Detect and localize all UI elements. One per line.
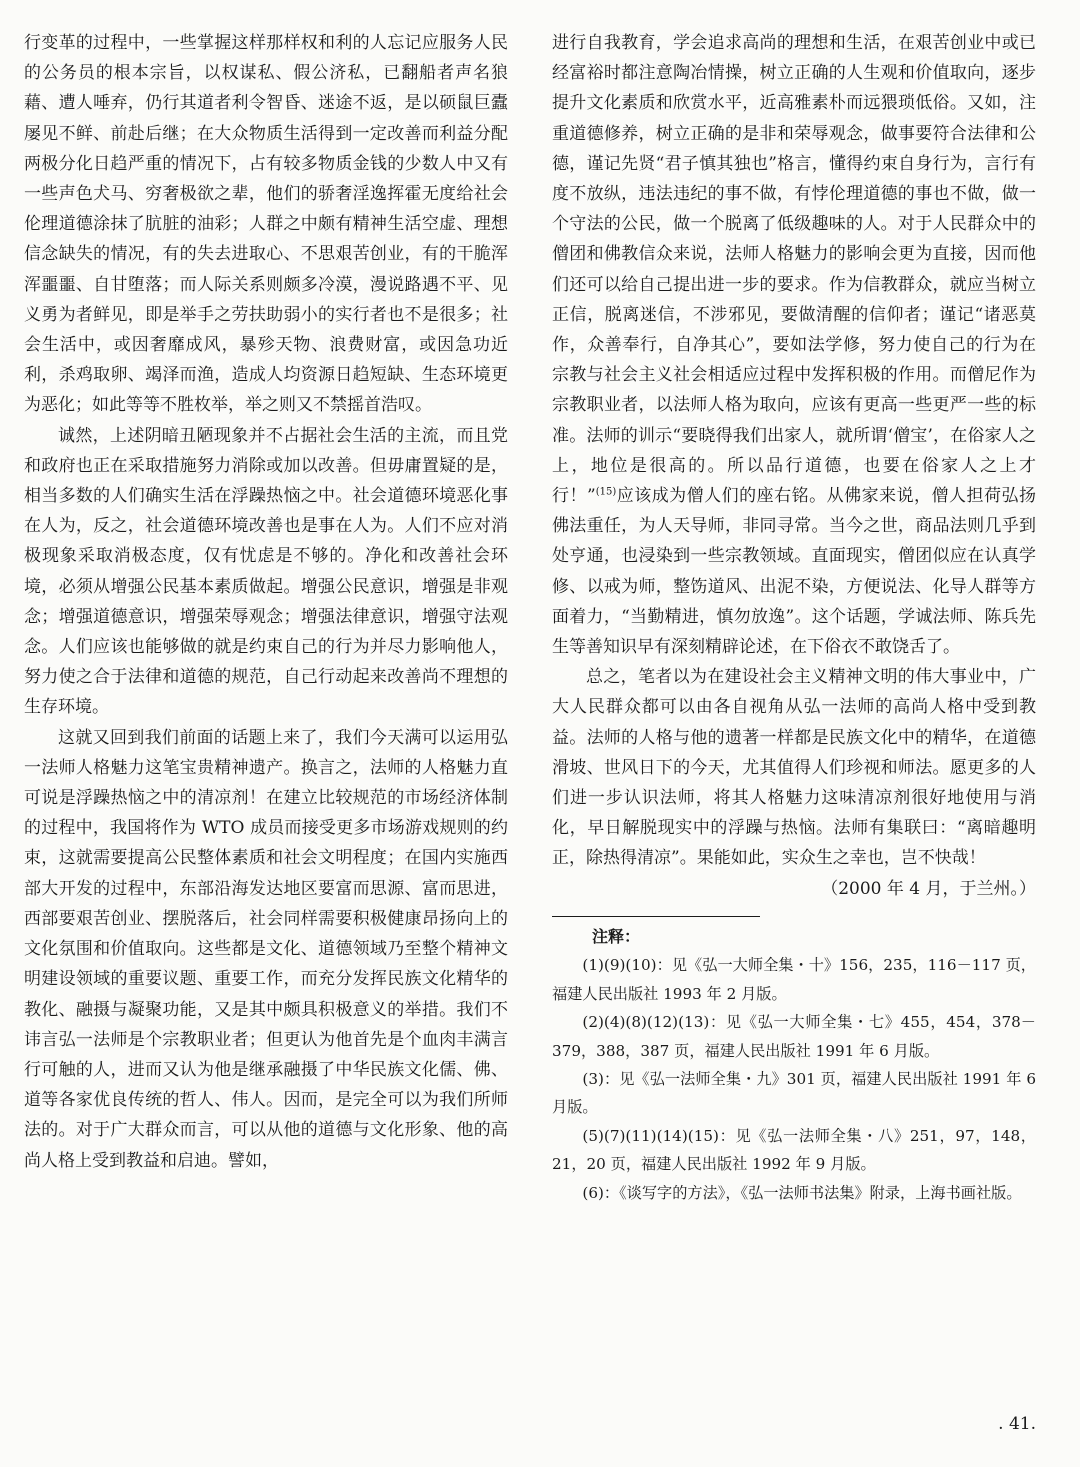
body-paragraph: 这就又回到我们前面的话题上来了，我们今天满可以运用弘一法师人格魅力这笔宝贵精神遗产。换言之，法师的人格魅力直可说是浮躁热恼之中的清凉剂！在建立比较规范的市场经济体制的过程中，我国将作为 WTO 成员而接受更多市场游戏规则的约束，这就需要提高公民整体素质和社会文明程度；在国内实施西部大开发的过程中，东部沿海发达地区要富而思源、富而思进，西部要艰苦创业、摆脱落后，社会同样需要积极健康昂扬向上的文化氛围和价值取向。这些都是文化、道德领域乃至整个精神文明建设领域的重要议题、重要工作，而充分发挥民族文化精华的教化、融摄与凝聚功能，又是其中颇具积极意义的举措。我们不讳言弘一法师是个宗教职业者；但更认为他首先是个血肉丰满言行可触的人，进而又认为他是继承融摄了中华民族文化儒、佛、道等各家优良传统的哲人、伟人。因而，是完全可以为我们所师法的。对于广大群众而言，可以从他的道德与文化形象、他的高尚人格上受到教益和启迪。譬如，	[24, 727, 508, 1171]
page-number: . 41.	[998, 1414, 1036, 1434]
paragraph-text: 进行自我教育，学会追求高尚的理想和生活，在艰苦创业中或已经富裕时都注意陶冶情操，树立正确的人生观和价值取向，逐步提升文化素质和欣赏水平，近高雅素朴而远猥琐低俗。又如，注重道德修养，树立正确的是非和荣辱观念，做事要符合法律和公德，谨记先贤“君子慎其独也”格言，懂得约束自身行为，言行有度不放纵，违法违纪的事不做，有悖伦理道德的事也不做，做一个守法的公民，做一个脱离了低级趣味的人。对于人民群众中的僧团和佛教信众来说，法师人格魅力的影响会更为直接，因而他们还可以给自己提出进一步的要求。作为信教群众，就应当树立正信，脱离迷信，不涉邪见，要做清醒的信仰者；谨记“诸恶莫作，众善奉行，自净其心”，要如法学修，努力使自己的行为在宗教与社会主义社会相适应过程中发挥积极的作用。而僧尼作为宗教职业者，以法师人格为取向，应该有更高一些更严一些的标准。法师的训示“要晓得我们出家人，就所谓‘僧宝’，在俗家人之上，地位是很高的。所以品行道德，也要在俗家人之上才行！”	[552, 33, 1036, 507]
footnote-item: (2)(4)(8)(12)(13)：见《弘一大师全集・七》455，454，378－379，388，387 页，福建人民出版社 1991 年 6 月版。	[552, 1013, 1036, 1060]
footnote-item: (6)：《谈写字的方法》，《弘一法师书法集》附录，上海书画社版。	[582, 1183, 1022, 1202]
dateline: （2000 年 4 月，于兰州。）	[821, 878, 1036, 899]
notes-heading: 注释：	[592, 926, 641, 946]
footnote-item: (5)(7)(11)(14)(15)：见《弘一法师全集・八》251，97，148，21，20 页，福建人民出版社 1992 年 9 月版。	[552, 1126, 1036, 1174]
body-paragraph: 行变革的过程中，一些掌握这样那样权和利的人忘记应服务人民的公务员的根本宗旨，以权谋私、假公济私，已翻船者声名狼藉、遭人唾弃，仍行其道者利令智昏、迷途不返，是以硕鼠巨蠹屡见不鲜、前赴后继；在大众物质生活得到一定改善而利益分配两极分化日趋严重的情况下，占有较多物质金钱的少数人中又有一些声色犬马、穷奢极欲之辈，他们的骄奢淫逸挥霍无度给社会伦理道德涂抹了肮脏的油彩；人群之中颇有精神生活空虚、理想信念缺失的情况，有的失去进取心、不思艰苦创业，有的干脆浑浑噩噩、自甘堕落；而人际关系则颇多冷漠，漫说路遇不平、见义勇为者鲜见，即是举手之劳扶助弱小的实行者也不是很多；社会生活中，或因奢靡成风，暴殄天物、浪费财富，或因急功近利，杀鸡取卵、竭泽而渔，造成人均资源日趋短缺、生态环境更为恶化；如此等等不胜枚举，举之则又不禁摇首浩叹。	[24, 33, 508, 416]
body-paragraph: 诚然，上述阴暗丑陋现象并不占据社会生活的主流，而且党和政府也正在采取措施努力消除或加以改善。但毋庸置疑的是，相当多数的人们确实生活在浮躁热恼之中。社会道德环境恶化事在人为，反之，社会道德环境改善也是事在人为。人们不应对消极现象采取消极态度，仅有忧虑是不够的。净化和改善社会环境，必须从增强公民基本素质做起。增强公民意识，增强是非观念；增强道德意识，增强荣辱观念；增强法律意识，增强守法观念。人们应该也能够做的就是约束自己的行为并尽力影响他人，努力使之合于法律和道德的规范，自己行动起来改善尚不理想的生存环境。	[24, 425, 508, 718]
footnote-item: (1)(9)(10)：见《弘一大师全集・十》156，235，116－117 页，福建人民出版社 1993 年 2 月版。	[552, 956, 1036, 1003]
notes-divider	[552, 916, 760, 917]
footnote-item: (3)：见《弘一法师全集・九》301 页，福建人民出版社 1991 年 6 月版。	[552, 1069, 1036, 1117]
body-paragraph	[552, 28, 1036, 662]
right-column	[552, 28, 1036, 1207]
left-column	[24, 28, 508, 1176]
footnote-reference: (15)	[595, 486, 617, 498]
paragraph-text: 应该成为僧人们的座右铭。从佛家来说，僧人担荷弘扬佛法重任，为人天导师，非同寻常。当今之世，商品法则几乎到处亨通，也浸染到一些宗教领域。直面现实，僧团似应在认真学修、以戒为师，整饬道风、出泥不染，方便说法、化导人群等方面着力，“当勤精进，慎勿放逸”。这个话题，学诚法师、陈兵先生等善知识早有深刻精辟论述，在下俗衣不敢饶舌了。	[552, 486, 1037, 658]
body-paragraph: 总之，笔者以为在建设社会主义精神文明的伟大事业中，广大人民群众都可以由各自视角从弘一法师的高尚人格中受到教益。法师的人格与他的遗著一样都是民族文化中的精华，在道德滑坡、世风日下的今天，尤其值得人们珍视和师法。愿更多的人们进一步认识法师，将其人格魅力这味清凉剂很好地使用与消化，早日解脱现实中的浮躁与热恼。法师有集联曰：“离暗趣明正，除热得清凉”。果能如此，实众生之幸也，岂不快哉！	[552, 667, 1036, 869]
footnotes	[552, 923, 1036, 1207]
